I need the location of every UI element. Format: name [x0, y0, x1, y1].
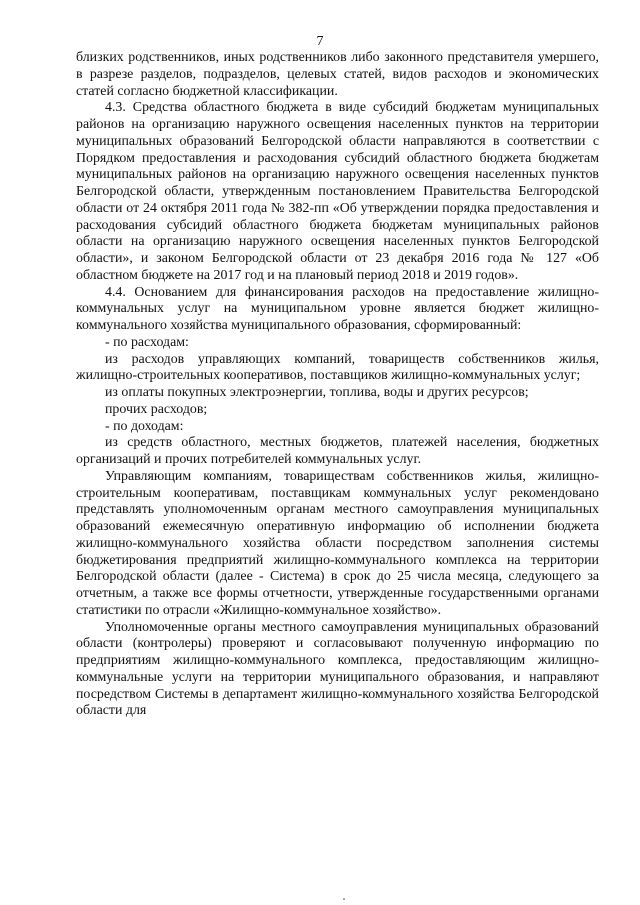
paragraph: - по расходам:	[105, 334, 189, 350]
paragraph: из средств областного, местных бюджетов, платежей населения, бюджетных организаций и прочих потребителей коммунальных услуг.	[76, 435, 599, 467]
paragraph: Уполномоченные органы местного самоуправления муниципальных образований области (контролеры) проверяют и согласовывают полученную информацию по предприятиям жилищно-коммунального комплекса, предоставляющим жилищно-коммунальные услуги на территории муниципального образования, и направляют посредством Системы в департамент жилищно-коммунального хозяйства Белгородской области для	[76, 619, 599, 719]
paragraph: - по доходам:	[105, 418, 184, 434]
paragraph: Управляющим компаниям, товариществам собственников жилья, жилищно-строительным кооперативам, поставщикам коммунальных услуг рекомендовано представлять уполномоченным органам местного самоуправления муниципальных образований ежемесячную оперативную информацию об исполнении бюджета жилищно-коммунального хозяйства области посредством заполнения системы бюджетирования предприятий жилищно-коммунального комплекса на территории Белгородской области (далее - Система) в срок до 25 числа месяца, следующего за отчетным, а также все формы отчетности, утвержденные государственными органами статистики по отрасли «Жилищно-коммунальное хозяйство».	[76, 468, 599, 618]
paragraph: из расходов управляющих компаний, товариществ собственников жилья, жилищно-строительных кооперативов, поставщиков жилищно-коммунальных услуг;	[76, 351, 599, 384]
page-number: 7	[316, 34, 324, 49]
scan-speck	[343, 898, 345, 900]
paragraph: прочих расходов;	[105, 401, 208, 417]
paragraph: из оплаты покупных электроэнергии, топлива, воды и других ресурсов;	[105, 385, 529, 400]
paragraph: близких родственников, иных родственников либо законного представителя умершего, в разрезе разделов, подразделов, целевых статей, видов расходов и экономических статей согласно бюджетной классификации.	[76, 50, 599, 99]
document-body	[76, 50, 599, 720]
paragraph: 4.4. Основанием для финансирования расходов на предоставление жилищно-коммунальных услуг на муниципальном уровне является бюджет жилищно-коммунального хозяйства муниципального образования, сформированный:	[76, 284, 599, 333]
paragraph: 4.3. Средства областного бюджета в виде субсидий бюджетам муниципальных районов на организацию наружного освещения населенных пунктов на территории муниципальных образований Белгородской области направляются в соответствии с Порядком предоставления и расходования субсидий областного бюджета бюджетам муниципальных районов на организацию наружного освещения населенных пунктов Белгородской области, утвержденным постановлением Правительства Белгородской области от 24 октября 2011 года № 382-пп «Об утверждении порядка предоставления и расходования субсидий областного бюджета бюджетам муниципальных районов области на организацию наружного освещения населенных пунктов Белгородской области», и законом Белгородской области от 23 декабря 2016 года № 127 «Об областном бюджете на 2017 год и на плановый период 2018 и 2019 годов».	[76, 100, 599, 283]
